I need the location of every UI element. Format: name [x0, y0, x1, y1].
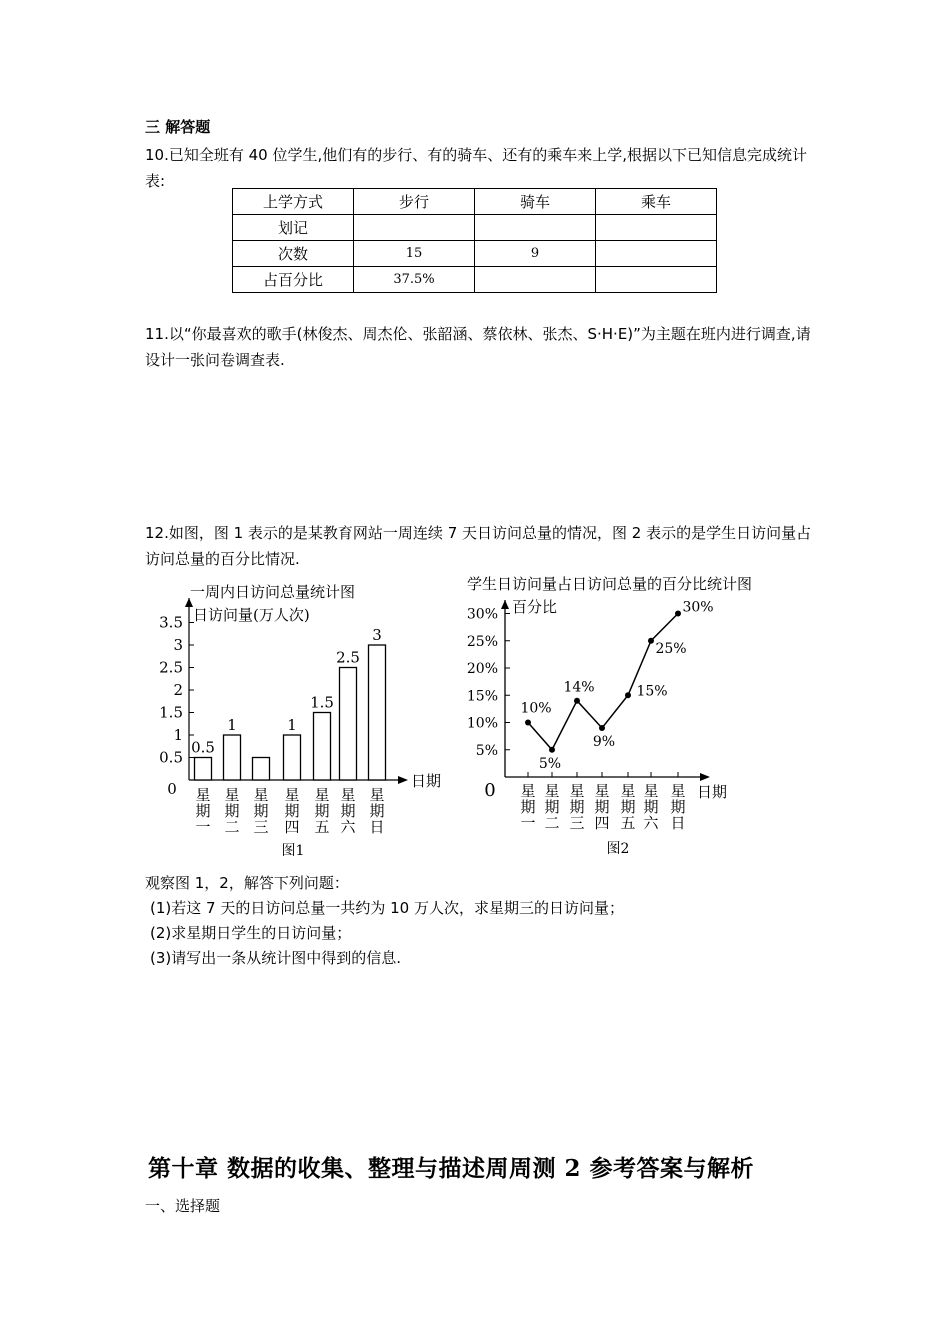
line-chart [467, 575, 752, 857]
data-label: 3 [372, 626, 382, 644]
category-label-char: 期 [620, 798, 636, 816]
category-label-char: 星 [544, 782, 560, 800]
y-tick-label: 10% [466, 715, 498, 732]
table-cell: 15 [354, 241, 475, 267]
data-point [599, 725, 605, 731]
category-label-char: 期 [520, 798, 536, 816]
y-tick-label: 1.5 [159, 703, 183, 722]
data-label: 30% [682, 599, 714, 616]
data-label: 5% [538, 755, 562, 772]
category-label-char: 期 [284, 802, 300, 820]
category-label-char: 二 [544, 814, 560, 832]
data-point [574, 698, 580, 704]
table-cell: 9 [475, 241, 596, 267]
data-point [625, 692, 631, 698]
category-label-char: 期 [340, 802, 356, 820]
y-axis-label: 百分比 [512, 598, 558, 616]
y-tick-label: 1 [173, 726, 183, 744]
observe-text: 观察图 1，2，解答下列问题： [145, 874, 349, 892]
category-label-char: 六 [643, 814, 659, 832]
answer-subtitle: 一、选择题 [145, 1197, 221, 1215]
question-11-text: 11.以“你最喜欢的歌手(林俊杰、周杰伦、张韶涵、蔡依林、张杰、S·H·E)”为主题在班内进行调查,请设计一张问卷调查表. [145, 325, 811, 369]
bar-chart [159, 583, 441, 859]
category-label-char: 星 [369, 786, 385, 804]
y-tick-label: 2 [173, 681, 183, 699]
origin-label: 0 [484, 780, 496, 801]
data-label: 10% [520, 700, 552, 717]
table-header: 上学方式 [233, 189, 354, 215]
y-tick-label: 20% [466, 661, 498, 677]
category-label-char: 期 [670, 798, 686, 816]
category-label-char: 期 [314, 802, 330, 820]
sub-question-2: (2)求星期日学生的日访问量； [150, 924, 352, 942]
category-label-char: 星 [195, 786, 211, 804]
data-point [675, 611, 681, 617]
question-12-text: 12.如图，图 1 表示的是某教育网站一周连续 7 天日访问总量的情况，图 2 表示的是学生日访问量占访问总量的百分比情况. [145, 524, 812, 568]
category-label-char: 一 [195, 818, 211, 836]
category-label-char: 星 [520, 782, 536, 800]
category-label-char: 三 [569, 814, 585, 832]
data-point [525, 720, 531, 726]
y-tick-label: 5% [475, 742, 498, 759]
category-label-char: 期 [195, 802, 211, 820]
category-label-char: 四 [284, 818, 300, 836]
category-label-char: 星 [284, 786, 300, 804]
category-label-char: 一 [520, 814, 536, 832]
category-label-char: 星 [594, 782, 610, 800]
bar [253, 758, 270, 781]
data-label: 1.5 [310, 693, 334, 712]
data-label: 2.5 [336, 648, 360, 667]
chart-title: 一周内日访问总量统计图 [190, 583, 356, 601]
category-label-char: 二 [224, 818, 240, 836]
data-label: 1 [287, 716, 297, 734]
table-cell: 次数 [233, 241, 354, 267]
x-axis-arrow [700, 773, 710, 781]
data-label: 25% [655, 640, 687, 657]
chart-caption: 图2 [606, 841, 630, 857]
data-point [549, 747, 555, 753]
answer-title: 第十章 数据的收集、整理与描述周周测 2 参考答案与解析 [148, 1155, 755, 1182]
category-label-char: 星 [643, 782, 659, 800]
chart-title: 学生日访问量占日访问总量的百分比统计图 [467, 575, 753, 593]
table-header: 骑车 [475, 189, 596, 215]
category-label-char: 期 [594, 798, 610, 816]
sub-question-3: (3)请写出一条从统计图中得到的信息. [150, 949, 402, 967]
data-label: 15% [636, 683, 668, 700]
category-label-char: 星 [670, 782, 686, 800]
data-label: 9% [592, 733, 616, 750]
table-cell: 划记 [233, 215, 354, 241]
category-label-char: 日 [369, 818, 385, 836]
sub-question-1: (1)若这 7 天的日访问总量一共约为 10 万人次，求星期三的日访问量； [150, 899, 624, 917]
category-label-char: 星 [620, 782, 636, 800]
y-axis-label: 日访问量(万人次) [193, 606, 310, 624]
bar [340, 668, 357, 781]
origin-label: 0 [167, 780, 177, 798]
section-title: 三 解答题 [145, 118, 211, 136]
category-label-char: 期 [544, 798, 560, 816]
bar [224, 735, 241, 780]
y-tick-label: 3.5 [159, 613, 183, 632]
chart-caption: 图1 [281, 843, 305, 859]
y-tick-label: 2.5 [159, 658, 183, 677]
category-label-char: 六 [340, 818, 356, 836]
category-label-char: 星 [224, 786, 240, 804]
category-label-char: 星 [569, 782, 585, 800]
data-label: 1 [227, 716, 237, 734]
x-axis-arrow [398, 776, 408, 784]
bar [369, 645, 386, 780]
table-header: 乘车 [596, 189, 717, 215]
data-label: 14% [563, 679, 595, 696]
data-label: 0.5 [191, 738, 215, 757]
category-label-char: 星 [253, 786, 269, 804]
table-header: 步行 [354, 189, 475, 215]
category-label-char: 期 [569, 798, 585, 816]
question-10-text: 10.已知全班有 40 位学生,他们有的步行、有的骑车、还有的乘车来上学,根据以下已知信息完成统计表: [145, 146, 808, 190]
category-label-char: 五 [314, 818, 330, 836]
data-point [648, 638, 654, 644]
category-label-char: 期 [643, 798, 659, 816]
y-tick-label: 0.5 [159, 748, 183, 767]
x-axis-label: 日期 [697, 783, 728, 801]
category-label-char: 三 [253, 818, 269, 836]
category-label-char: 四 [594, 814, 610, 832]
category-label-char: 期 [224, 802, 240, 820]
y-axis-arrow [501, 600, 509, 609]
category-label-char: 星 [340, 786, 356, 804]
bar [195, 758, 212, 781]
category-label-char: 日 [670, 814, 686, 832]
category-label-char: 期 [369, 802, 385, 820]
y-tick-label: 25% [466, 633, 498, 650]
table-cell: 占百分比 [233, 267, 354, 293]
y-tick-label: 30% [466, 606, 498, 623]
category-label-char: 星 [314, 786, 330, 804]
bar [314, 713, 331, 781]
table-cell: 37.5% [354, 267, 475, 293]
category-label-char: 期 [253, 802, 269, 820]
bar [284, 735, 301, 780]
y-tick-label: 3 [173, 636, 183, 654]
x-axis-label: 日期 [411, 772, 442, 790]
category-label-char: 五 [620, 814, 636, 832]
y-tick-label: 15% [466, 688, 498, 705]
